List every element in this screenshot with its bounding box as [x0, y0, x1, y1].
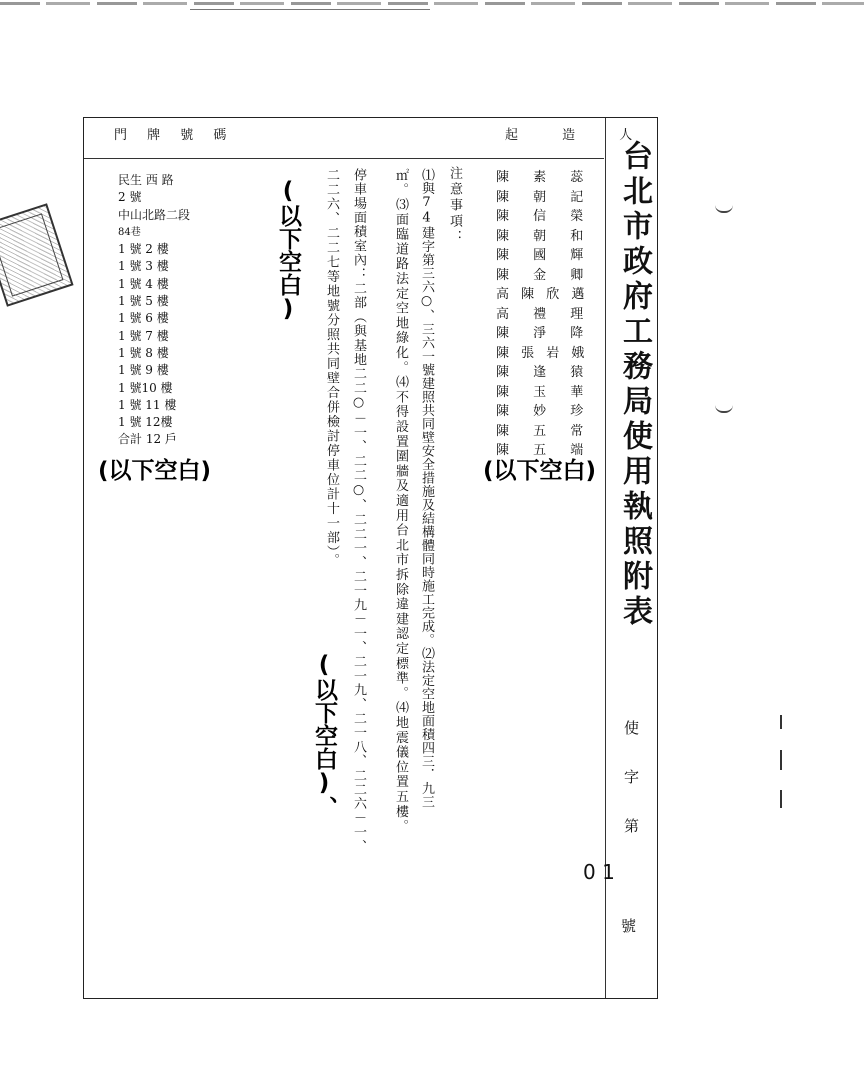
notes-line: 停車場面積室內：二部（與基地二二○－一、二二○、二二一、二一九－一、二一九、二一八、二二六－一、	[351, 168, 366, 854]
handwritten-blank-vertical-2: (以下空白)、	[311, 652, 337, 819]
owner-name: 陳 素 蕊	[496, 170, 594, 185]
owner-name: 陳 玉 華	[496, 384, 594, 400]
owner-name: 陳 金 卿	[496, 267, 594, 283]
applicant-label: 起 造 人	[505, 128, 653, 143]
address-line: 1 號 4 樓	[118, 276, 169, 291]
scan-edge-line	[190, 9, 430, 10]
address-line: 中山北路二段	[118, 207, 191, 222]
scan-mark	[780, 715, 782, 729]
address-line: 1 號 5 樓	[118, 294, 169, 309]
notes-line: ㎡。⑶面臨道路法定空地綠化。⑷不得設置圍牆及適用台北市拆除違建認定標準。⑷地震儀位置五樓。	[393, 168, 408, 834]
address-line: 1 號 7 樓	[118, 328, 169, 343]
address-line: 1 號 9 樓	[118, 363, 169, 378]
license-number: 0 1	[583, 860, 615, 884]
owner-name: 陳 逢 猿	[496, 365, 594, 380]
address-line: 1 號 2 樓	[118, 242, 169, 257]
owner-name: 陳 五 端	[496, 443, 594, 458]
owner-name: 陳 信 榮	[496, 209, 594, 224]
owner-name: 高 陳 欣 邁	[496, 287, 589, 302]
scan-mark	[715, 205, 733, 213]
address-line: 民生 西 路	[118, 173, 174, 187]
address-line: 1 號 8 樓	[118, 345, 169, 360]
scan-edge-noise	[0, 2, 864, 5]
handwritten-blank-vertical: (以下空白)	[275, 178, 301, 322]
address-total: 合計 12 戶	[118, 432, 177, 447]
handwritten-blank-addresses: (以下空白)	[98, 458, 212, 484]
scan-mark	[780, 750, 782, 770]
header-rule	[84, 158, 604, 159]
address-list	[118, 172, 190, 449]
license-label: 使 字 第	[622, 720, 640, 841]
scan-mark	[780, 790, 782, 808]
scan-mark	[715, 405, 733, 413]
owner-name: 陳 國 輝	[496, 248, 594, 263]
address-line: 1 號10 樓	[118, 380, 173, 395]
notes-line: ⑴與74建字第三六○、三六一號建照共同壁安全措施及結構體同時施工完成。⑵法定空地面積四三．九三	[419, 168, 434, 809]
seal-stamp	[0, 203, 74, 306]
address-line: 1 號 3 樓	[118, 259, 169, 274]
owner-name: 陳 淨 降	[496, 326, 594, 341]
owner-name: 陳 妙 珍	[496, 404, 594, 419]
address-line: 1 號 12樓	[118, 415, 173, 430]
owner-name: 陳 朝 和	[496, 228, 594, 244]
owner-name: 高 禮 理	[496, 306, 594, 322]
license-suffix: 號	[621, 917, 637, 935]
door-plate-label: 門 牌 號 碼	[114, 128, 235, 143]
address-line: 1 號 11 樓	[118, 397, 177, 412]
address-line: 84巷	[118, 226, 141, 238]
notes-heading: 注意事項：	[447, 166, 462, 246]
owner-name: 陳 朝 記	[496, 189, 594, 205]
page-title: 台北市政府工務局使用執照附表	[617, 140, 652, 630]
owner-name: 陳 張 岩 娥	[496, 345, 589, 361]
address-line: 1 號 6 樓	[118, 311, 169, 326]
address-line: 2 號	[118, 190, 142, 205]
owner-list	[496, 168, 593, 461]
notes-line: 二二六、二二七等地號分照共同壁合併檢討停車位計十一部）。	[324, 168, 339, 568]
handwritten-blank-owners: (以下空白)	[483, 458, 597, 484]
owner-name: 陳 五 常	[496, 423, 594, 439]
